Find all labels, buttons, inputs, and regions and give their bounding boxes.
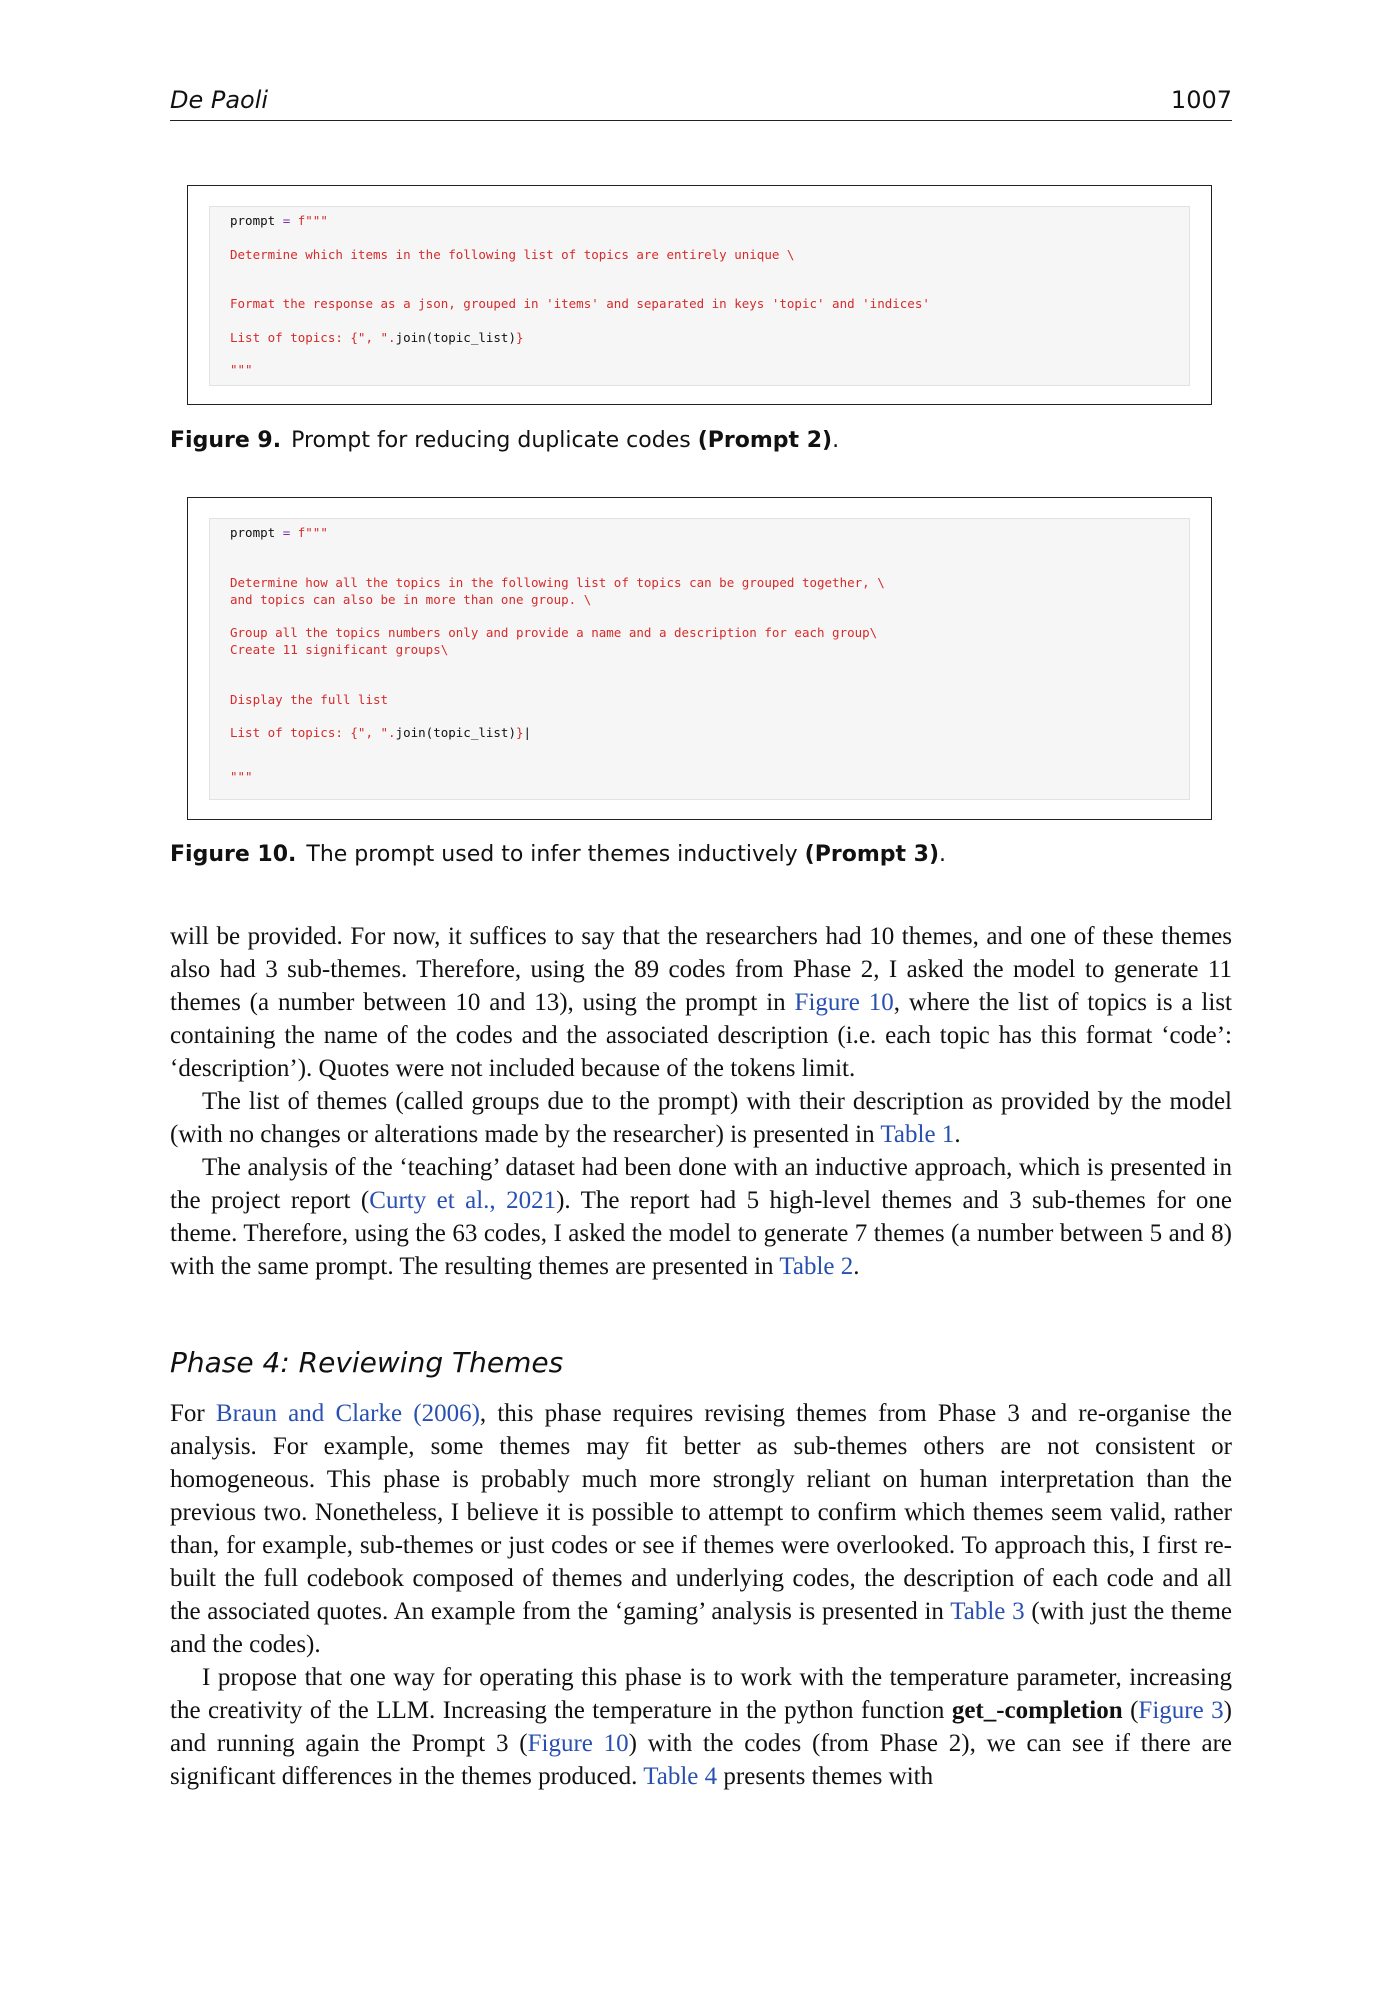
figure-10-caption: Figure 10. The prompt used to infer themes inductively (Prompt 3). xyxy=(170,842,947,867)
citation-link[interactable]: Curty et al., 2021 xyxy=(369,1187,557,1214)
figure-link[interactable]: Figure 3 xyxy=(1138,1697,1224,1724)
paragraph: I propose that one way for operating this phase is to work with the temperature parameter, increasing the creativity of the LLM. Increasing the temperature in the python function get_-completion (Figure 3) and running again the Prompt 3 (Figure 10) with the codes (from Phase 2), we can see if there are significant differences in the themes produced. Table 4 presents themes with xyxy=(170,1664,1232,1790)
code-line: """ xyxy=(230,769,253,784)
figure-9 xyxy=(187,185,1212,405)
figure-10-code-block xyxy=(209,518,1190,800)
function-name: get_-completion xyxy=(951,1697,1123,1724)
paragraph: For Braun and Clarke (2006), this phase requires revising themes from Phase 3 and re-organise the analysis. For example, some themes may fit better as sub-themes others are not consistent or homogeneous. This phase is probably much more strongly reliant on human interpretation than the previous two. Nonetheless, I believe it is possible to attempt to confirm which themes seem valid, rather than, for example, sub-themes or just codes or see if themes were overlooked. To approach this, I first re-built the full codebook composed of themes and underlying codes, the description of each code and all the associated quotes. An example from the ‘gaming’ analysis is presented in Table 3 (with just the theme and the codes). xyxy=(170,1400,1232,1658)
code-line: and topics can also be in more than one group. \ xyxy=(230,592,592,607)
code-line: Group all the topics numbers only and provide a name and a description for each group\ xyxy=(230,625,878,640)
table-link[interactable]: Table 4 xyxy=(643,1763,718,1790)
header-author: De Paoli xyxy=(170,86,269,114)
figure-10 xyxy=(187,497,1212,820)
code-line: Create 11 significant groups\ xyxy=(230,642,449,657)
code-line: """ xyxy=(230,362,253,377)
code-line: List of topics: {", ".join(topic_list)}| xyxy=(230,725,532,740)
figure-9-code-block xyxy=(209,206,1190,386)
paragraph: The list of themes (called groups due to the prompt) with their description as provided by the model (with no changes or alterations made by the researcher) is presented in Table 1. xyxy=(170,1088,1232,1148)
code-line: prompt = f""" xyxy=(230,213,328,228)
figure-link[interactable]: Figure 10 xyxy=(794,989,894,1016)
code-line: Display the full list xyxy=(230,692,389,707)
code-line: Determine how all the topics in the following list of topics can be grouped together, \ xyxy=(230,575,885,590)
body-text-bottom xyxy=(170,1397,1232,1793)
body-text-top xyxy=(170,920,1232,1283)
code-line: prompt = f""" xyxy=(230,525,328,540)
page-number: 1007 xyxy=(1170,86,1232,114)
table-link[interactable]: Table 2 xyxy=(779,1253,854,1280)
table-link[interactable]: Table 3 xyxy=(950,1598,1025,1625)
citation-link[interactable]: Braun and Clarke (2006) xyxy=(215,1400,480,1427)
paragraph: will be provided. For now, it suffices to say that the researchers had 10 themes, and one of these themes also had 3 sub-themes. Therefore, using the 89 codes from Phase 2, I asked the model to generate 11 themes (a number between 10 and 13), using the prompt in Figure 10, where the list of topics is a list containing the name of the codes and the associated description (i.e. each topic has this format ‘code’: ‘description’). Quotes were not included because of the tokens limit. xyxy=(170,923,1232,1082)
running-header xyxy=(170,86,1232,121)
section-heading: Phase 4: Reviewing Themes xyxy=(170,1346,564,1379)
code-line: Determine which items in the following list of topics are entirely unique \ xyxy=(230,247,795,262)
table-link[interactable]: Table 1 xyxy=(880,1121,955,1148)
paragraph: The analysis of the ‘teaching’ dataset had been done with an inductive approach, which is presented in the project report (Curty et al., 2021). The report had 5 high-level themes and 3 sub-themes for one theme. Therefore, using the 63 codes, I asked the model to generate 7 themes (a number between 5 and 8) with the same prompt. The resulting themes are presented in Table 2. xyxy=(170,1154,1232,1280)
figure-9-caption: Figure 9. Prompt for reducing duplicate codes (Prompt 2). xyxy=(170,428,840,453)
figure-link[interactable]: Figure 10 xyxy=(527,1730,629,1757)
code-line: Format the response as a json, grouped in 'items' and separated in keys 'topic' and 'indices' xyxy=(230,296,930,311)
code-line: List of topics: {", ".join(topic_list)} xyxy=(230,330,524,345)
